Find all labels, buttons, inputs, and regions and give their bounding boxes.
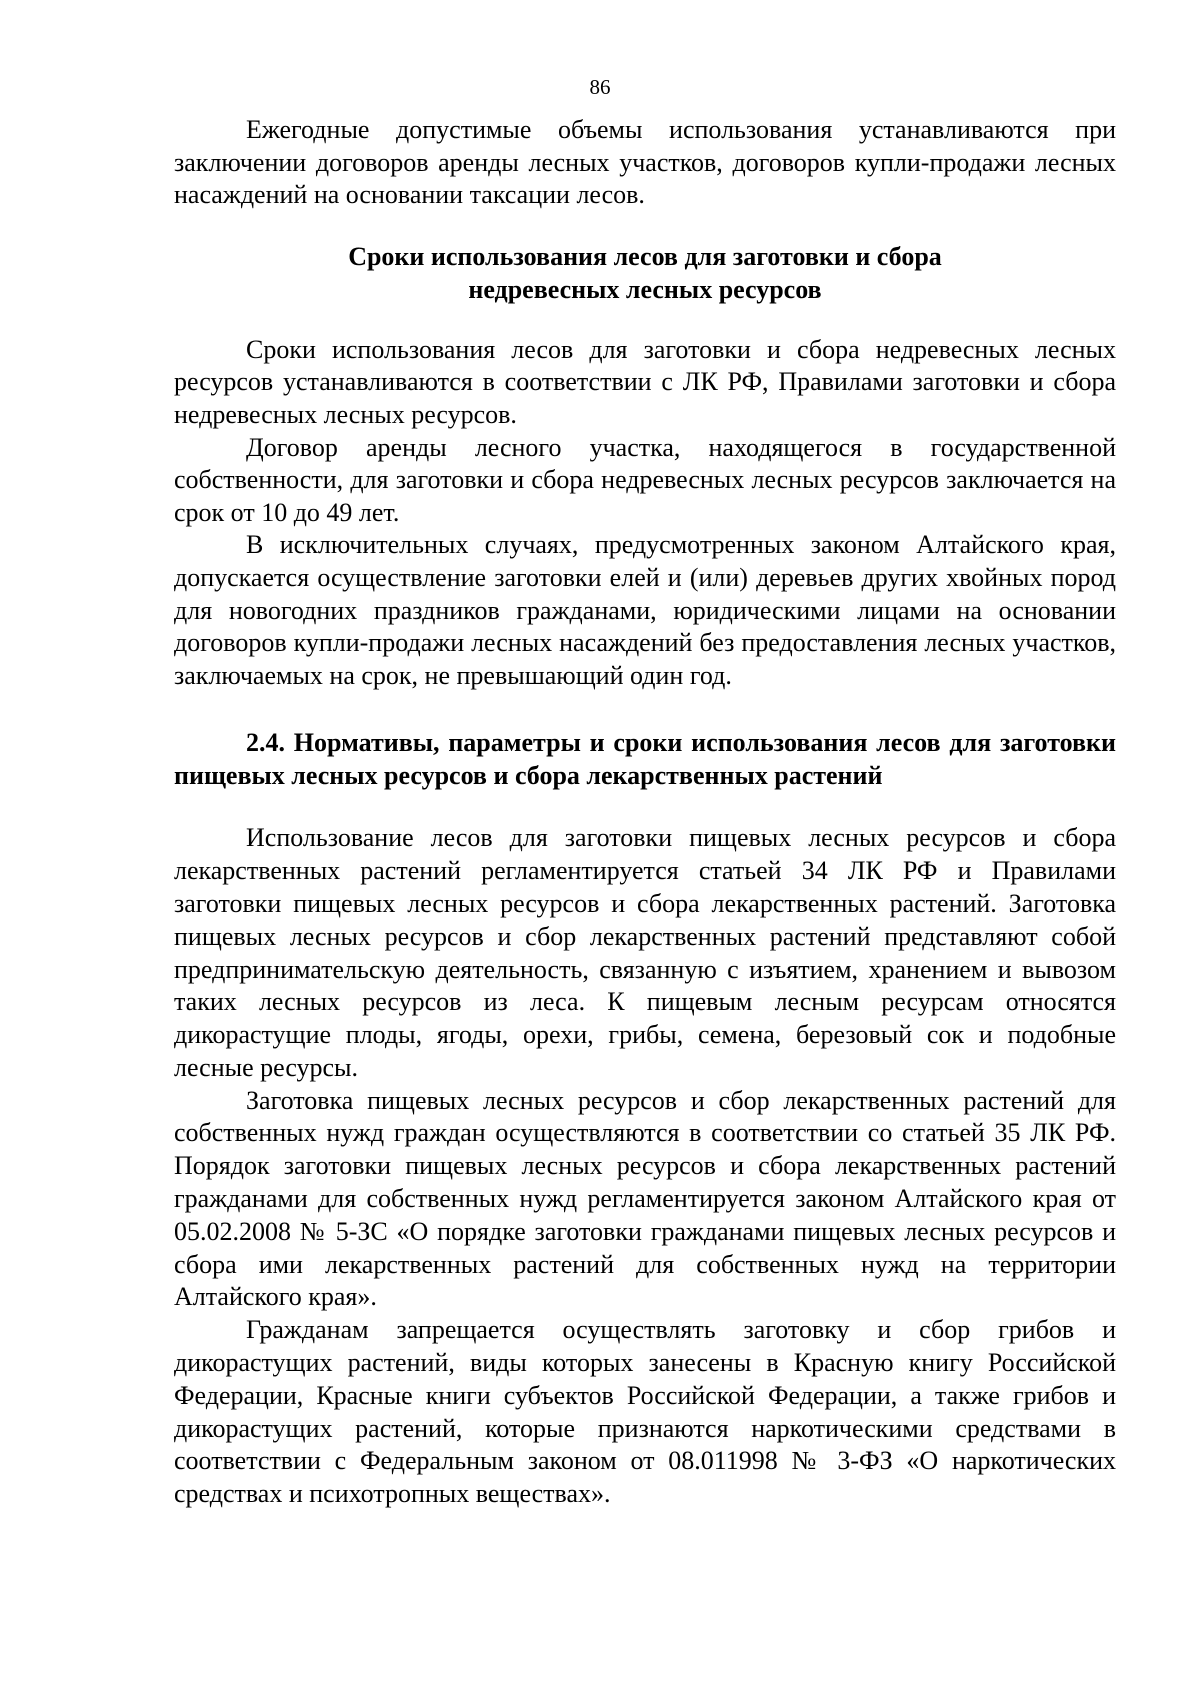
spacer: [174, 692, 1116, 726]
paragraph-annual-volumes: Ежегодные допустимые объемы использования устанавливаются при заключении договоров аренды лесных участков, договоров купли-продажи лесных насаждений на основании таксации лесов.: [174, 115, 1116, 210]
paragraph-food-resources-use: Использование лесов для заготовки пищевых лесных ресурсов и сбора лекарственных растений регламентируется статьей 34 ЛК РФ и Правилами заготовки пищевых лесных ресурсов и сбора лекарственных растений. Заготовка пищевых лесных ресурсов и сбор лекарственных растений представляют собой предпринимательскую деятельность, связанную с изъятием, хранением и вывозом таких лесных ресурсов из леса. К пищевым лесным ресурсам относятся дикорастущие плоды, ягоды, орехи, грибы, семена, березовый сок и подобные лесные ресурсы.: [174, 823, 1116, 1082]
paragraph-own-needs: Заготовка пищевых лесных ресурсов и сбор лекарственных растений для собственных нужд граждан осуществляются в соответствии со статьей 35 ЛК РФ. Порядок заготовки пищевых лесных ресурсов и сбора лекарственных растений гражданами для собственных нужд регламентируется законом Алтайского края от 05.02.2008 № 5-ЗС «О порядке заготовки гражданами пищевых лесных ресурсов и сбора ими лекарственных растений для собственных нужд на территории Алтайского края».: [174, 1085, 1116, 1312]
spacer: [174, 212, 1116, 240]
section-heading-nonwood: [174, 240, 1116, 306]
paragraph-exceptional-cases: В исключительных случаях, предусмотренных законом Алтайского края, допускается осуществление заготовки елей и (или) деревьев других хвойных пород для новогодних праздников гражданами, юридическими лицами на основании договоров купли-продажи лесных насаждений без предоставления лесных участков, заключаемых на срок, не превышающий один год.: [174, 530, 1116, 690]
paragraph-prohibition: Гражданам запрещается осуществлять заготовку и сбор грибов и дикорастущих растений, виды которых занесены в Красную книгу Российской Федерации, Красные книги субъектов Российской Федерации, а также грибов и дикорастущих растений, которые признаются наркотическими средствами в соответствии с Федеральным законом от 08.011998 № 3-ФЗ «О наркотических средствах и психотропных веществах».: [174, 1315, 1116, 1509]
spacer: [174, 306, 1116, 334]
page-number: 86: [589, 75, 611, 99]
paragraph-nonwood-terms: Сроки использования лесов для заготовки и сбора недревесных лесных ресурсов устанавливаются в соответствии с ЛК РФ, Правилами заготовки и сбора недревесных лесных ресурсов.: [174, 334, 1116, 429]
section-heading-line: Сроки использования лесов для заготовки и сбора: [348, 241, 942, 271]
section-heading-line: недревесных лесных ресурсов: [468, 274, 822, 304]
paragraph-lease-term: Договор аренды лесного участка, находящегося в государственной собственности, для заготовки и сбора недревесных лесных ресурсов заключается на срок от 10 до 49 лет.: [174, 432, 1116, 527]
spacer: [174, 792, 1116, 822]
page-content: [174, 114, 1116, 1511]
section-heading-2-4: 2.4. Нормативы, параметры и сроки использования лесов для заготовки пищевых лесных ресурсов и сбора лекарственных растений: [174, 728, 1116, 791]
